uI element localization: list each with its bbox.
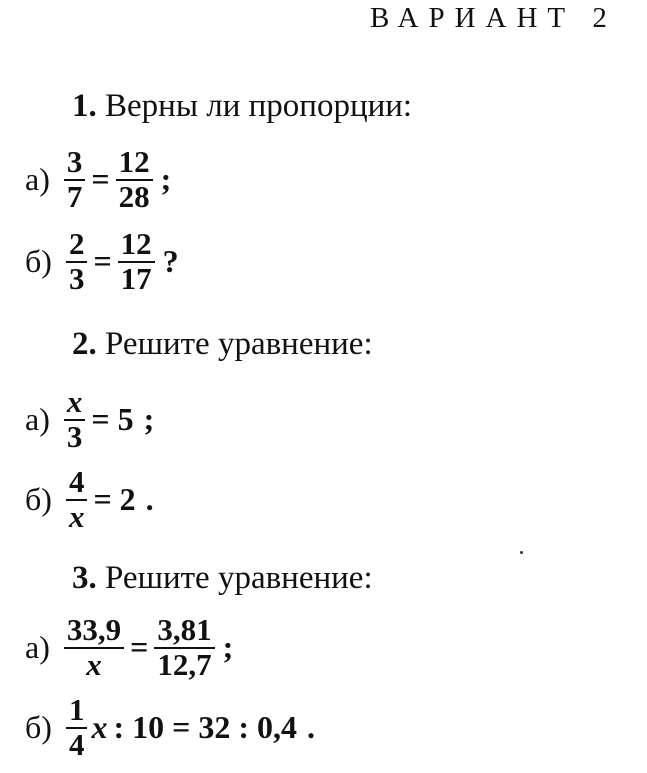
denominator: 7 [66,178,83,214]
task-1-item-a [25,146,171,213]
equals-sign: = [91,401,110,438]
punctuation: ; [143,401,155,438]
punctuation: . [306,709,315,746]
denominator: 3 [68,260,85,296]
numerator: 2 [68,226,85,261]
expression: : 10 = 32 : 0,4 [113,709,297,746]
fraction-left [66,228,88,295]
numerator: 12 [120,226,152,261]
fraction-left [64,146,86,213]
item-label: б) [25,709,52,746]
task-number: 2. [72,326,97,362]
task-3-item-a [25,614,233,681]
equals-sign: = [91,161,110,198]
task-text: Решите уравнение: [105,560,373,596]
task-2-item-a [25,386,154,453]
task-number: 1. [72,88,97,124]
fraction-right [118,228,155,295]
item-label: а) [25,401,50,438]
fraction [66,694,88,761]
denominator: 28 [118,178,150,214]
fraction [64,386,86,453]
fraction-right [154,614,214,681]
punctuation: . [145,481,154,518]
denominator: 17 [120,260,152,296]
task-1-item-b [25,228,179,295]
equals-sign: = [93,481,112,518]
task-2-title [72,326,373,363]
punctuation: ; [160,161,172,198]
numerator: x [66,384,83,419]
numerator: 12 [118,144,150,179]
task-2-item-b [25,466,154,533]
denominator: x [68,498,85,534]
task-number: 3. [72,560,97,596]
variant-header: ВАРИАНТ 2 [370,2,617,34]
right-hand-side: 2 [119,481,136,518]
right-hand-side: 5 [117,401,134,438]
task-3-item-b [25,694,315,761]
item-label: а) [25,161,50,198]
task-1-title [72,88,412,125]
item-label: а) [25,629,50,666]
equals-sign: = [93,243,112,280]
denominator: x [86,646,102,682]
numerator: 33,9 [66,612,122,647]
numerator: 4 [68,464,85,499]
denominator: 4 [68,726,85,762]
numerator: 3,81 [157,612,212,647]
equals-sign: = [130,629,149,666]
task-text: Верны ли пропорции: [105,88,413,124]
task-text: Решите уравнение: [105,326,373,362]
variable: x [91,709,108,746]
fraction-right [116,146,153,213]
denominator: 3 [66,418,83,454]
punctuation: ? [162,243,179,280]
punctuation: ; [222,629,234,666]
task-3-title [72,560,373,597]
fraction [66,466,88,533]
fraction-left [64,614,124,681]
numerator: 1 [68,692,85,727]
stray-dot [520,551,523,554]
denominator: 12,7 [157,646,212,682]
item-label: б) [25,481,52,518]
numerator: 3 [66,144,83,179]
item-label: б) [25,243,52,280]
